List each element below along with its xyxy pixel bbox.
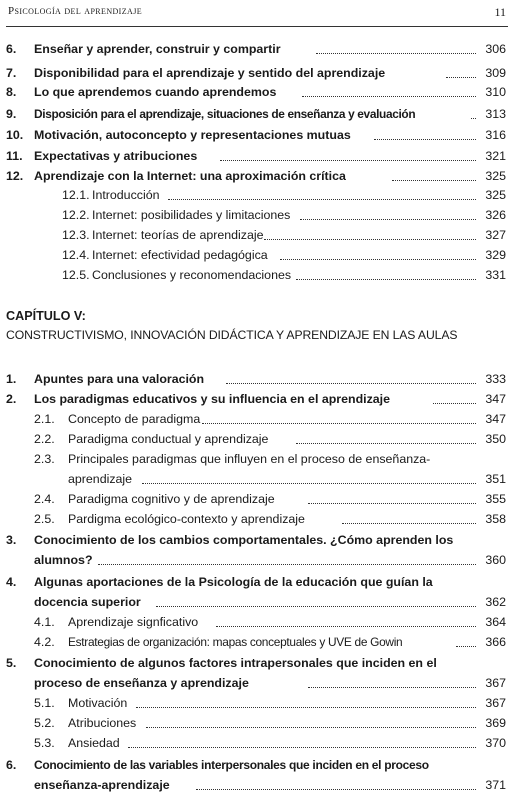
dot-leader <box>146 727 476 728</box>
entry-page: 367 <box>485 696 506 710</box>
entry-title: Disponibilidad para el aprendizaje y sentido del aprendizaje <box>34 66 386 80</box>
entry-number: 12.2. <box>62 208 90 222</box>
entry-title: Aprendizaje con la Internet: una aproximación crítica <box>34 169 346 183</box>
entry-page: 325 <box>485 169 506 183</box>
entry-page: 366 <box>485 635 506 649</box>
entry-title: Ansiedad <box>68 736 120 750</box>
dot-leader <box>168 199 476 200</box>
entry-title: Los paradigmas educativos y su influencia en el aprendizaje <box>34 392 391 406</box>
entry-title: Enseñar y aprender, construir y compartir <box>34 42 281 56</box>
entry-page: 326 <box>485 208 506 222</box>
dot-leader <box>302 96 476 97</box>
toc-entry: 5. Conocimiento de algunos factores intrapersonales que inciden en el <box>0 653 514 673</box>
entry-page: 313 <box>485 107 506 121</box>
running-title: Psicología del aprendizaje <box>8 5 143 17</box>
entry-title: Apuntes para una valoración <box>34 372 205 386</box>
dot-leader <box>456 646 476 647</box>
entry-page: 364 <box>485 615 506 629</box>
entry-page: 321 <box>485 149 506 163</box>
toc-subentry <box>0 205 514 225</box>
entry-number: 2.5. <box>34 512 55 526</box>
dot-leader <box>300 219 476 220</box>
dot-leader <box>216 626 476 627</box>
running-header <box>6 0 508 27</box>
dot-leader <box>220 160 476 161</box>
toc-entry: 4. Algunas aportaciones de la Psicología de la educación que guían la <box>0 572 514 592</box>
entry-title-cont: docencia superior <box>34 595 141 609</box>
dot-leader <box>342 523 476 524</box>
toc-subentry <box>0 713 514 733</box>
entry-number: 12.1. <box>62 188 90 202</box>
entry-title-cont: proceso de enseñanza y aprendizaje <box>34 676 249 690</box>
entry-title: Lo que aprendemos cuando aprendemos <box>34 85 277 99</box>
dot-leader <box>98 564 476 565</box>
entry-page: 371 <box>485 778 506 792</box>
entry-number: 5.1. <box>34 696 55 710</box>
chapter-title: CONSTRUCTIVISMO, INNOVACIÓN DIDÁCTICA Y APRENDIZAJE EN LAS AULAS <box>6 328 458 342</box>
entry-number: 2.3. <box>34 452 55 466</box>
entry-page: 325 <box>485 188 506 202</box>
toc-subentry <box>0 733 514 753</box>
dot-leader <box>308 687 476 688</box>
entry-title: Principales paradigmas que influyen en el proceso de enseñanza- <box>68 452 431 466</box>
toc-subentry <box>0 693 514 713</box>
entry-page: 329 <box>485 248 506 262</box>
dot-leader <box>471 118 476 119</box>
entry-page: 360 <box>485 553 506 567</box>
dot-leader <box>202 423 476 424</box>
entry-title: Internet: efectividad pedagógica <box>92 248 268 262</box>
entry-title: Disposición para el aprendizaje, situaciones de enseñanza y evaluación <box>34 107 416 121</box>
entry-number: 2.4. <box>34 492 55 506</box>
entry-page: 370 <box>485 736 506 750</box>
toc-subentry <box>0 265 514 285</box>
entry-page: 355 <box>485 492 506 506</box>
toc-subentry <box>0 632 514 652</box>
entry-title: Motivación <box>68 696 128 710</box>
toc-subentry-continued <box>0 469 514 489</box>
toc-subentry <box>0 245 514 265</box>
entry-number: 2.2. <box>34 432 55 446</box>
entry-title: Expectativas y atribuciones <box>34 149 198 163</box>
toc-subentry <box>0 489 514 509</box>
entry-page: 362 <box>485 595 506 609</box>
entry-page: 347 <box>485 392 506 406</box>
entry-page: 369 <box>485 716 506 730</box>
entry-title: Atribuciones <box>68 716 137 730</box>
toc-entry-continued <box>0 775 514 795</box>
entry-page: 358 <box>485 512 506 526</box>
toc-entry: 10. Motivación, autoconcepto y representaciones mutuas 316 <box>0 125 514 145</box>
entry-title: Paradigma conductual y aprendizaje <box>68 432 269 446</box>
dot-leader <box>296 279 476 280</box>
entry-title-cont: aprendizaje <box>68 472 133 486</box>
entry-page: 306 <box>485 42 506 56</box>
entry-number: 5.3. <box>34 736 55 750</box>
toc-subentry <box>0 509 514 529</box>
toc-subentry <box>0 225 514 245</box>
entry-page: 367 <box>485 676 506 690</box>
dot-leader <box>446 77 476 78</box>
dot-leader <box>156 606 476 607</box>
entry-title: Conocimiento de los cambios comportamentales. ¿Cómo aprenden los <box>34 533 454 547</box>
entry-page: 316 <box>485 128 506 142</box>
entry-number: 5.2. <box>34 716 55 730</box>
entry-title: Concepto de paradigma <box>68 412 201 426</box>
toc-entry: 6. Conocimiento de las variables interpersonales que inciden en el proceso <box>0 755 514 775</box>
dot-leader <box>296 443 476 444</box>
entry-number: 2.1. <box>34 412 55 426</box>
toc-subentry <box>0 429 514 449</box>
toc-entry: 11. Expectativas y atribuciones 321 <box>0 146 514 166</box>
toc-entry: 7. Disponibilidad para el aprendizaje y sentido del aprendizaje 309 <box>0 63 514 83</box>
entry-number: 12.4. <box>62 248 90 262</box>
entry-title: Introducción <box>92 188 160 202</box>
entry-title: Conclusiones y reconomendaciones <box>92 268 292 282</box>
dot-leader <box>316 53 476 54</box>
entry-title: Conocimiento de algunos factores intrapersonales que inciden en el <box>34 656 437 670</box>
toc-subentry <box>0 409 514 429</box>
dot-leader <box>374 139 476 140</box>
entry-page: 333 <box>485 372 506 386</box>
toc-entry: 2. Los paradigmas educativos y su influencia en el aprendizaje 347 <box>0 389 514 409</box>
dot-leader <box>280 259 476 260</box>
entry-number: 4.1. <box>34 615 55 629</box>
toc-entry: 12. Aprendizaje con la Internet: una aproximación crítica 325 <box>0 166 514 186</box>
entry-page: 347 <box>485 412 506 426</box>
toc-entry: 3. Conocimiento de los cambios comportamentales. ¿Cómo aprenden los <box>0 530 514 550</box>
entry-page: 350 <box>485 432 506 446</box>
entry-title: Conocimiento de las variables interpersonales que inciden en el proceso <box>34 758 429 772</box>
entry-page: 327 <box>485 228 506 242</box>
entry-number: 12.3. <box>62 228 90 242</box>
entry-title-cont: enseñanza-aprendizaje <box>34 778 170 792</box>
entry-page: 351 <box>485 472 506 486</box>
entry-title: Pardigma ecológico-contexto y aprendizaje <box>68 512 305 526</box>
toc-entry-continued <box>0 673 514 693</box>
entry-title: Internet: teorías de aprendizaje <box>92 228 264 242</box>
dot-leader <box>128 747 476 748</box>
page-number: 11 <box>494 5 506 19</box>
toc-subentry <box>0 612 514 632</box>
entry-title: Internet: posibilidades y limitaciones <box>92 208 291 222</box>
toc-entry: 8. Lo que aprendemos cuando aprendemos 310 <box>0 82 514 102</box>
entry-title: Paradigma cognitivo y de aprendizaje <box>68 492 275 506</box>
dot-leader <box>264 239 476 240</box>
toc-entry: 9. Disposición para el aprendizaje, situaciones de enseñanza y evaluación 313 <box>0 104 514 124</box>
entry-page: 310 <box>485 85 506 99</box>
entry-page: 331 <box>485 268 506 282</box>
toc-entry: 1. Apuntes para una valoración 333 <box>0 369 514 389</box>
toc-subentry <box>0 449 514 469</box>
toc-entry: 6. Enseñar y aprender, construir y compartir 306 <box>0 39 514 59</box>
entry-page: 309 <box>485 66 506 80</box>
entry-number: 12.5. <box>62 268 90 282</box>
chapter-label: CAPÍTULO V: <box>6 309 86 323</box>
dot-leader <box>308 503 476 504</box>
entry-title: Estrategias de organización: mapas conceptuales y UVE de Gowin <box>68 635 403 649</box>
entry-title: Motivación, autoconcepto y representaciones mutuas <box>34 128 351 142</box>
entry-title-cont: alumnos? <box>34 553 93 567</box>
dot-leader <box>433 403 476 404</box>
entry-title: Algunas aportaciones de la Psicología de la educación que guían la <box>34 575 433 589</box>
dot-leader <box>226 383 476 384</box>
toc-subentry <box>0 185 514 205</box>
dot-leader <box>392 180 476 181</box>
entry-title: Aprendizaje signficativo <box>68 615 199 629</box>
toc-entry-continued <box>0 550 514 570</box>
dot-leader <box>142 483 476 484</box>
entry-number: 4.2. <box>34 635 55 649</box>
dot-leader <box>136 707 476 708</box>
dot-leader <box>196 789 476 790</box>
toc-entry-continued <box>0 592 514 612</box>
